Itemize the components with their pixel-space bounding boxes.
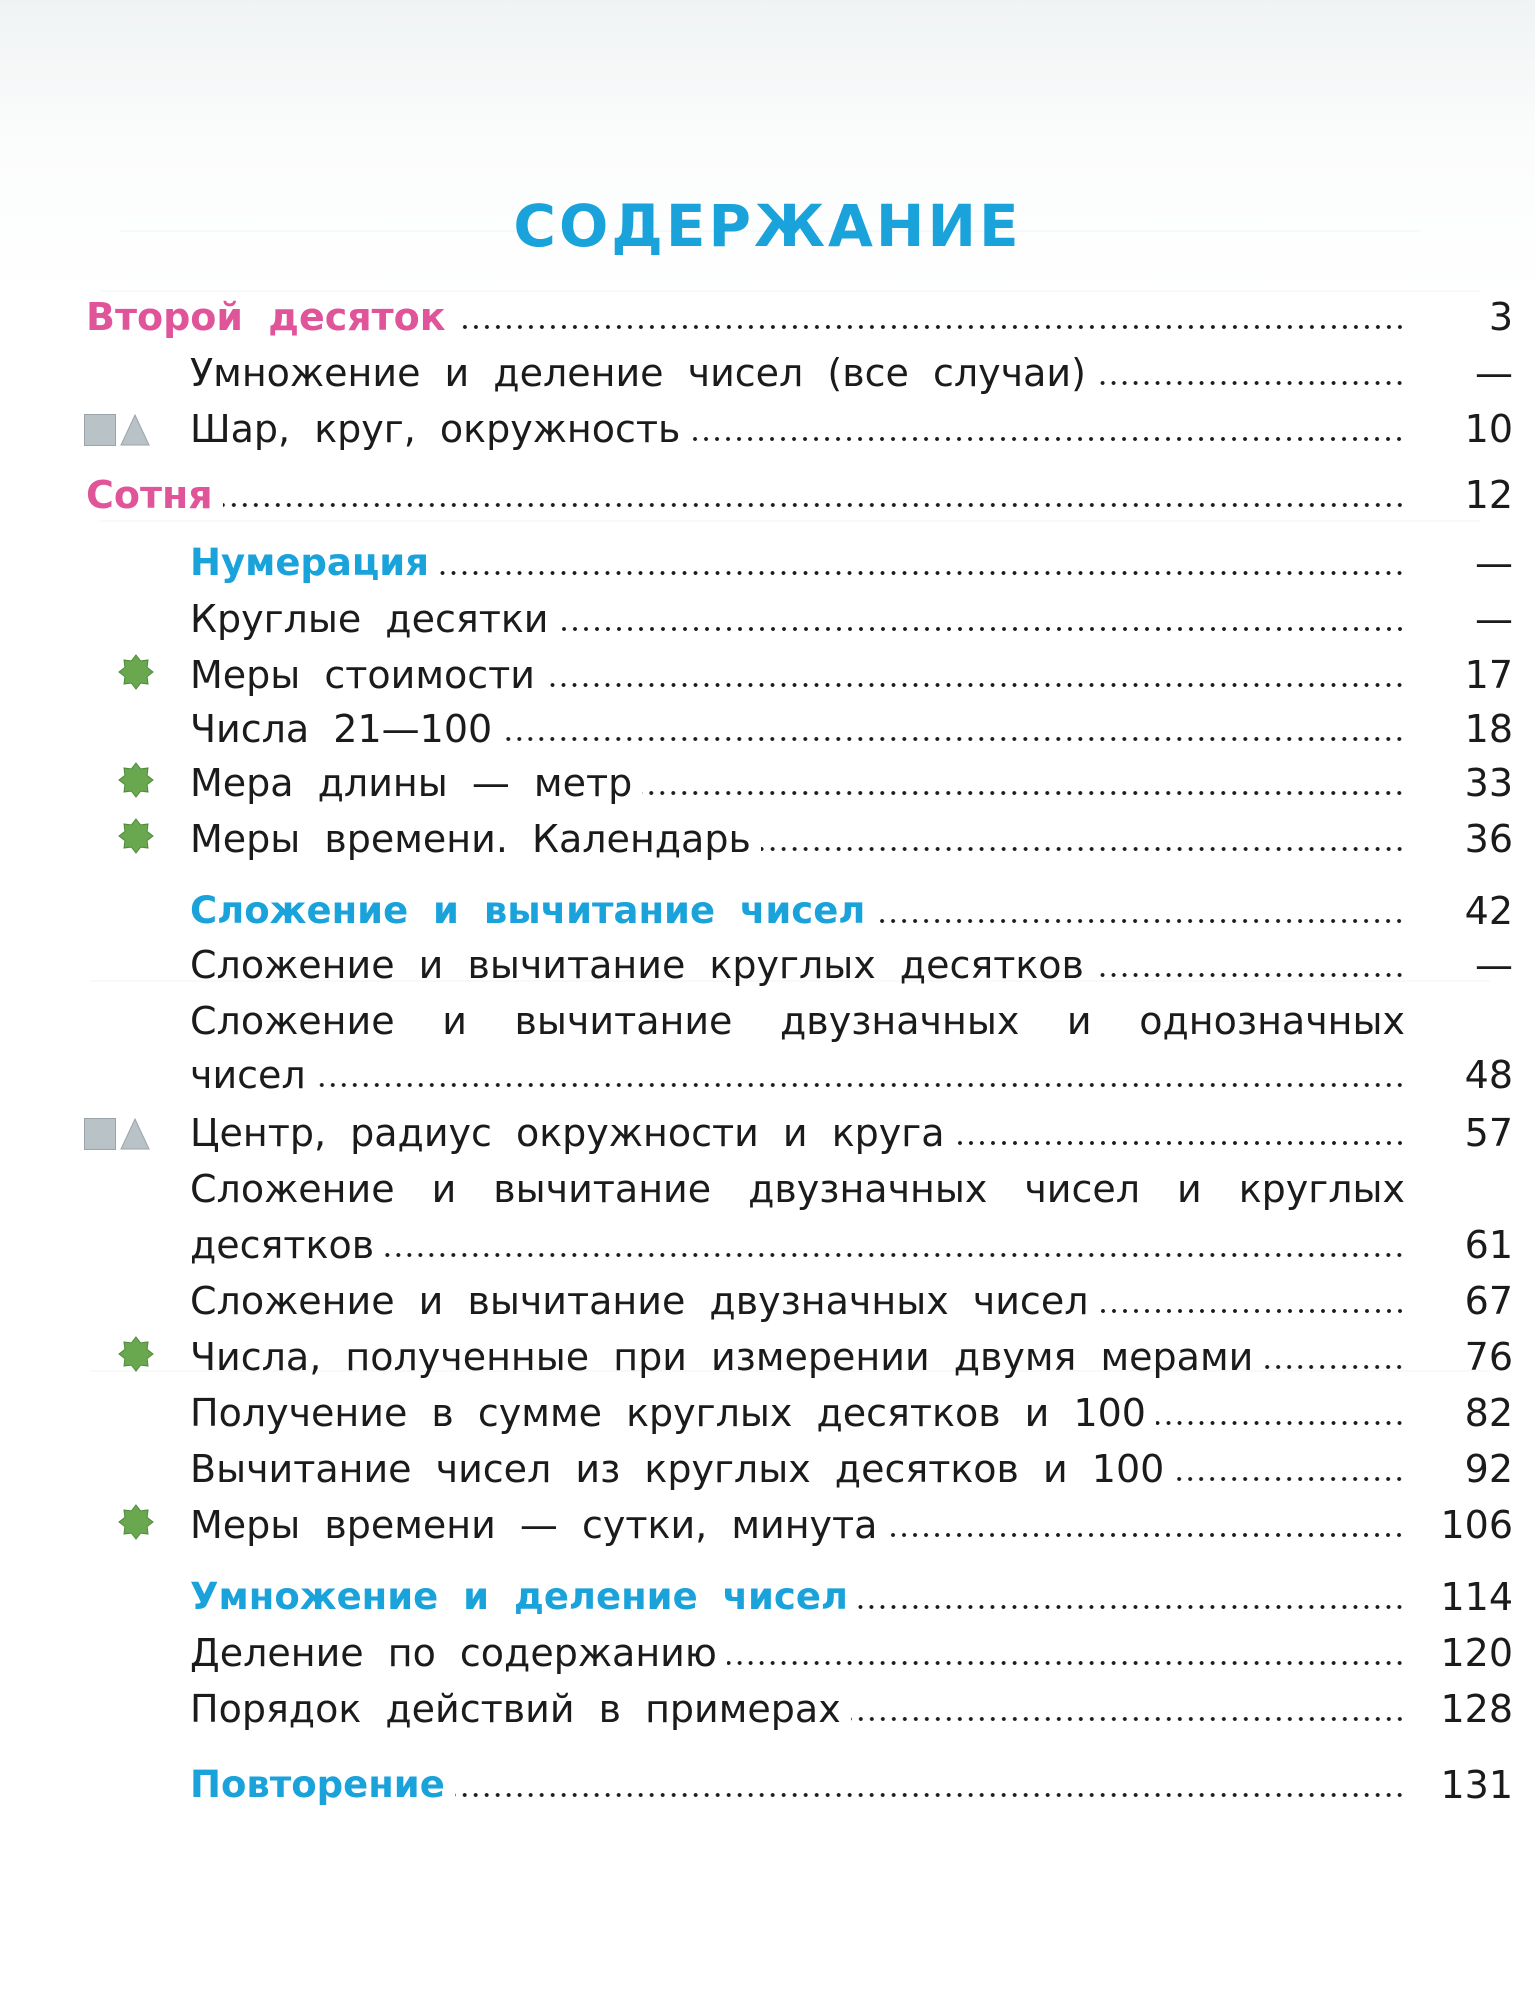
page-number: 12 bbox=[1464, 473, 1513, 517]
section-heading: Нумерация bbox=[190, 541, 429, 584]
page-number: 76 bbox=[1464, 1335, 1513, 1379]
toc-entry bbox=[0, 1330, 1535, 1380]
dot-leader bbox=[642, 790, 1405, 796]
dot-leader bbox=[875, 918, 1405, 924]
toc-entry bbox=[0, 536, 1535, 586]
dot-leader bbox=[761, 846, 1405, 852]
page-number: — bbox=[1475, 597, 1513, 641]
dot-leader bbox=[223, 502, 1405, 508]
dot-leader bbox=[1263, 1364, 1405, 1370]
topic-title: Сложение и вычитание двузначных чисел bbox=[190, 1279, 1089, 1323]
toc-entry bbox=[0, 592, 1535, 642]
page-number: 120 bbox=[1440, 1631, 1513, 1675]
dot-leader bbox=[1094, 972, 1405, 978]
dot-leader bbox=[1156, 1420, 1405, 1426]
page-number: 114 bbox=[1440, 1575, 1513, 1619]
part-heading: Сотня bbox=[86, 473, 213, 517]
square-shape-icon bbox=[84, 414, 116, 446]
topic-title: Центр, радиус окружности и круга bbox=[190, 1111, 945, 1155]
dot-leader bbox=[727, 1660, 1405, 1666]
dot-leader bbox=[456, 324, 1405, 330]
toc-entry bbox=[0, 1218, 1535, 1268]
topic-title: Меры времени. Календарь bbox=[190, 817, 751, 861]
topic-title: Сложение и вычитание двузначных чисел и круглых bbox=[190, 1167, 1405, 1211]
topic-title: Круглые десятки bbox=[190, 597, 549, 641]
topic-title: Мера длины — метр bbox=[190, 761, 633, 805]
toc-entry bbox=[0, 938, 1535, 988]
square-shape-icon bbox=[84, 1118, 116, 1150]
toc-entry bbox=[0, 812, 1535, 862]
topic-title: Сложение и вычитание круглых десятков bbox=[190, 943, 1084, 987]
page-number: 128 bbox=[1440, 1687, 1513, 1731]
page-number: 61 bbox=[1464, 1223, 1513, 1267]
toc-entry bbox=[0, 884, 1535, 934]
topic-title: Сложение и вычитание двузначных и однозначных bbox=[190, 999, 1405, 1043]
star-icon bbox=[118, 818, 154, 858]
dot-leader bbox=[1099, 1308, 1406, 1314]
page-number: 67 bbox=[1464, 1279, 1513, 1323]
page-number: 33 bbox=[1464, 761, 1513, 805]
section-heading: Сложение и вычитание чисел bbox=[190, 889, 866, 932]
star-icon bbox=[118, 762, 154, 802]
dot-leader bbox=[858, 1604, 1405, 1610]
geometry-icon bbox=[84, 414, 150, 446]
dot-leader bbox=[455, 1792, 1405, 1798]
page-title: СОДЕРЖАНИЕ bbox=[513, 192, 1022, 260]
page-number: — bbox=[1475, 943, 1513, 987]
page-number: 3 bbox=[1488, 295, 1513, 339]
toc-entry bbox=[0, 402, 1535, 452]
page-number: 106 bbox=[1440, 1503, 1513, 1547]
triangle-shape-icon bbox=[120, 1118, 150, 1150]
page-number: 48 bbox=[1464, 1053, 1513, 1097]
section-heading: Умножение и деление чисел bbox=[190, 1575, 849, 1618]
dot-leader bbox=[851, 1716, 1405, 1722]
page-number: 18 bbox=[1464, 707, 1513, 751]
toc-entry bbox=[0, 994, 1535, 1044]
topic-title: Порядок действий в примерах bbox=[190, 1687, 841, 1731]
page-number: 92 bbox=[1464, 1447, 1513, 1491]
bleed-through-line bbox=[100, 520, 1480, 522]
toc-entry bbox=[0, 346, 1535, 396]
page-number: 42 bbox=[1464, 889, 1513, 933]
page-number: 36 bbox=[1464, 817, 1513, 861]
toc-entry bbox=[0, 1682, 1535, 1732]
dot-leader bbox=[384, 1252, 1405, 1258]
dot-leader bbox=[1174, 1476, 1405, 1482]
star-icon bbox=[118, 1504, 154, 1544]
dot-leader bbox=[502, 736, 1405, 742]
topic-title: Меры стоимости bbox=[190, 653, 535, 697]
section-heading: Повторение bbox=[190, 1763, 445, 1806]
triangle-shape-icon bbox=[120, 414, 150, 446]
topic-title: Вычитание чисел из круглых десятков и 100 bbox=[190, 1447, 1165, 1491]
topic-title: Деление по содержанию bbox=[190, 1631, 717, 1675]
dot-leader bbox=[955, 1140, 1405, 1146]
dot-leader bbox=[559, 626, 1406, 632]
toc-entry bbox=[0, 1106, 1535, 1156]
toc-entry bbox=[0, 1498, 1535, 1548]
toc-entry bbox=[0, 1626, 1535, 1676]
topic-title: десятков bbox=[190, 1223, 375, 1267]
page-number: 82 bbox=[1464, 1391, 1513, 1435]
toc-entry bbox=[0, 1570, 1535, 1620]
toc-entry bbox=[0, 1048, 1535, 1098]
topic-title: Меры времени — сутки, минута bbox=[190, 1503, 878, 1547]
toc-entry bbox=[0, 648, 1535, 698]
star-icon bbox=[118, 654, 154, 694]
part-heading: Второй десяток bbox=[86, 295, 446, 339]
topic-title: Числа 21—100 bbox=[190, 707, 493, 751]
page-number: 10 bbox=[1464, 407, 1513, 451]
toc-entry bbox=[0, 468, 1535, 518]
topic-title: Числа, полученные при измерении двумя мерами bbox=[190, 1335, 1254, 1379]
star-icon bbox=[118, 1336, 154, 1376]
toc-entry bbox=[0, 1386, 1535, 1436]
toc-entry bbox=[0, 702, 1535, 752]
geometry-icon bbox=[84, 1118, 150, 1150]
page-number: 131 bbox=[1440, 1763, 1513, 1807]
dot-leader bbox=[316, 1082, 1405, 1088]
page-number: 57 bbox=[1464, 1111, 1513, 1155]
toc-entry bbox=[0, 290, 1535, 340]
dot-leader bbox=[1096, 380, 1405, 386]
dot-leader bbox=[690, 436, 1405, 442]
toc-entry bbox=[0, 1162, 1535, 1212]
topic-title: Умножение и деление чисел (все случаи) bbox=[190, 351, 1086, 395]
dot-leader bbox=[439, 570, 1405, 576]
toc-entry bbox=[0, 1442, 1535, 1492]
topic-title: Шар, круг, окружность bbox=[190, 407, 681, 451]
toc-entry bbox=[0, 1758, 1535, 1808]
dot-leader bbox=[887, 1532, 1405, 1538]
toc-entry bbox=[0, 1274, 1535, 1324]
topic-title: чисел bbox=[190, 1053, 306, 1097]
page-number: — bbox=[1475, 351, 1513, 395]
toc-entry bbox=[0, 756, 1535, 806]
page-number: 17 bbox=[1464, 653, 1513, 697]
topic-title: Получение в сумме круглых десятков и 100 bbox=[190, 1391, 1146, 1435]
dot-leader bbox=[545, 682, 1405, 688]
page-number: — bbox=[1475, 541, 1513, 585]
